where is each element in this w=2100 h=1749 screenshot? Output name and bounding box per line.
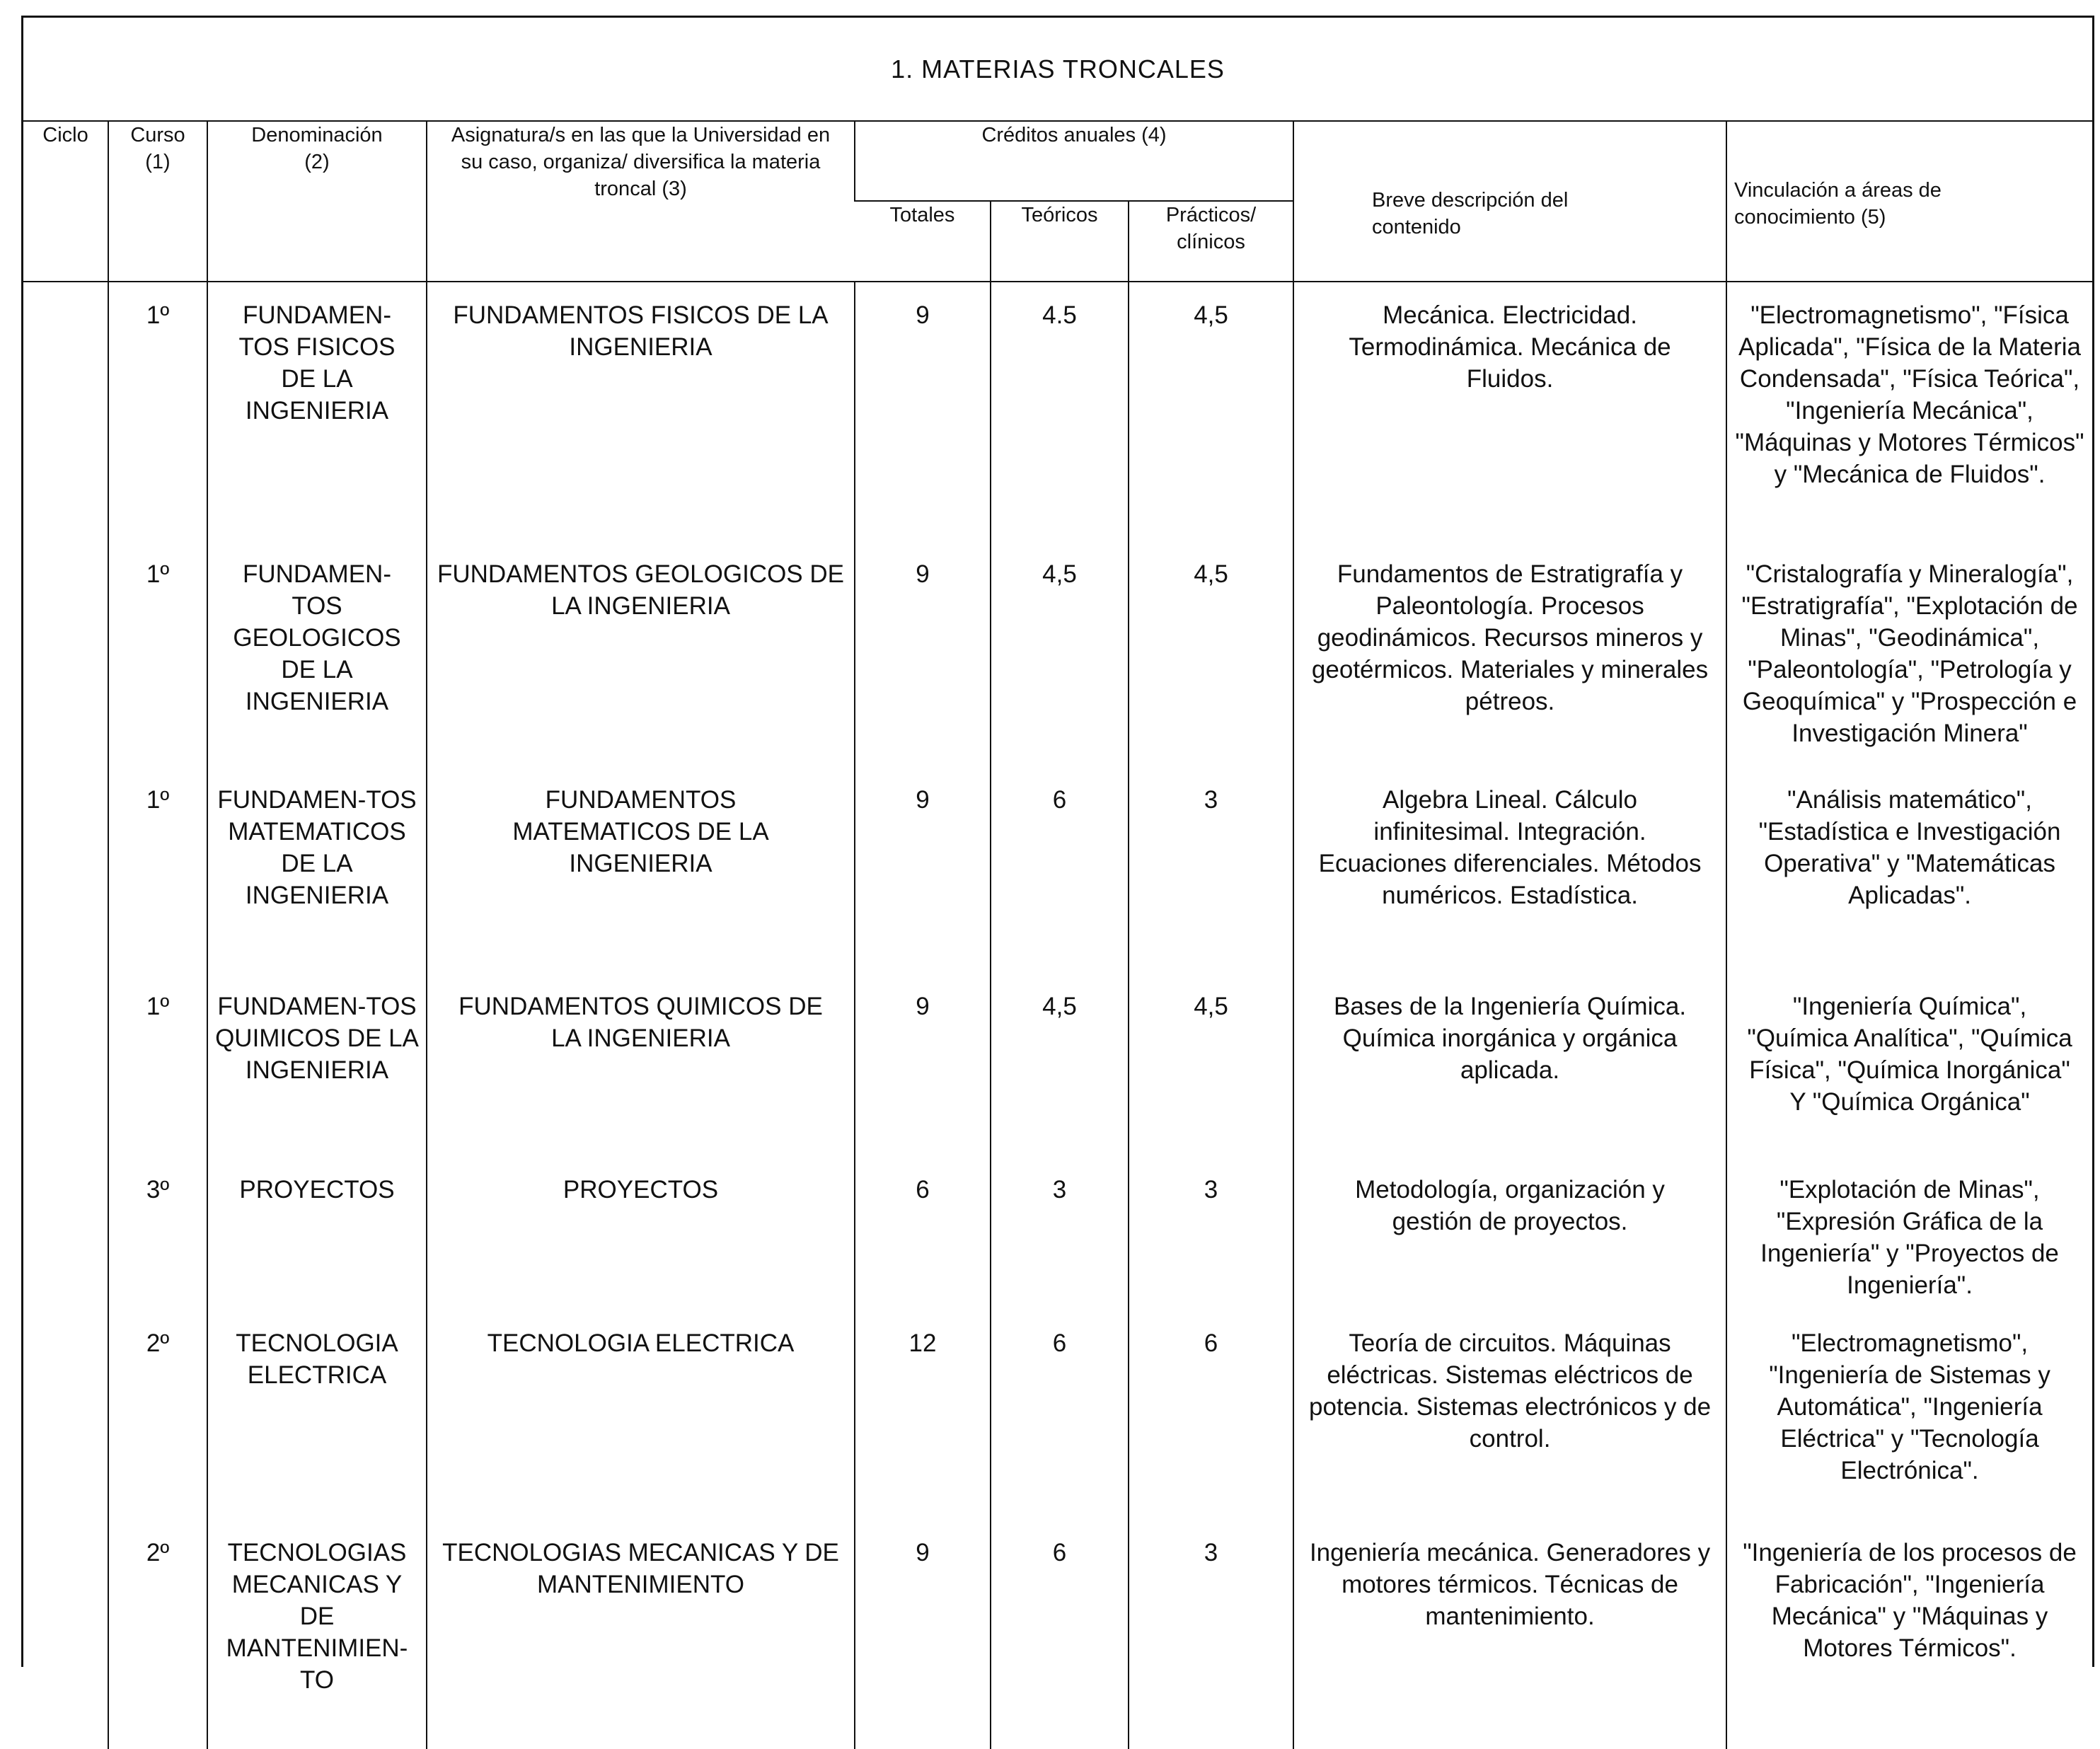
header-curso-label: Curso [130,124,185,146]
table-row [23,767,2092,974]
header-practicos-label: Prácticos/ clínicos [1165,204,1257,253]
cell-teoricos: 4.5 [991,282,1129,541]
header-teoricos [991,201,1129,282]
cell-totales: 9 [855,974,991,1157]
header-creditos-label: Créditos anuales (4) [981,124,1167,146]
header-denominacion-label: Denominación [251,124,383,146]
cell-teoricos: 6 [991,1520,1129,1749]
header-curso [108,122,207,282]
header-ciclo [23,122,108,282]
cell-vinculacion: "Ingeniería de los procesos de Fabricación", "Ingeniería Mecánica" y "Máquinas y Motores Térmicos". [1726,1520,2092,1749]
cell-descripcion: Metodología, organización y gestión de proyectos. [1293,1157,1726,1310]
cell-vinculacion: "Explotación de Minas", "Expresión Gráfica de la Ingeniería" y "Proyectos de Ingeniería". [1726,1157,2092,1310]
cell-denominacion: FUNDAMEN-TOS FISICOS DE LA INGENIERIA [207,282,427,541]
cell-asignatura: FUNDAMENTOS FISICOS DE LA INGENIERIA [427,282,855,541]
cell-ciclo [23,974,108,1157]
section-title [23,18,2092,120]
cell-denominacion: PROYECTOS [207,1157,427,1310]
cell-vinculacion: "Electromagnetismo", "Ingeniería de Sistemas y Automática", "Ingeniería Eléctrica" y "Tecnología Electrónica". [1726,1310,2092,1520]
cell-totales: 9 [855,541,991,767]
cell-vinculacion: "Electromagnetismo", "Física Aplicada", "Física de la Materia Condensada", "Física Teórica", "Ingeniería Mecánica", "Máquinas y Motores Térmicos" y "Mecánica de Fluidos". [1726,282,2092,541]
cell-curso: 2º [108,1310,207,1520]
table-row [23,974,2092,1157]
cell-denominacion: TECNOLOGIAS MECANICAS Y DE MANTENIMIEN-TO [207,1520,427,1749]
cell-denominacion: FUNDAMEN-TOS GEOLOGICOS DE LA INGENIERIA [207,541,427,767]
header-denominacion [207,122,427,282]
cell-ciclo [23,282,108,541]
cell-denominacion: FUNDAMEN-TOS MATEMATICOS DE LA INGENIERIA [207,767,427,974]
cell-denominacion: TECNOLOGIA ELECTRICA [207,1310,427,1520]
cell-descripcion: Fundamentos de Estratigrafía y Paleontología. Procesos geodinámicos. Recursos mineros y geotérmicos. Materiales y minerales pétreos. [1293,541,1726,767]
header-totales [855,201,991,282]
cell-asignatura: FUNDAMENTOS QUIMICOS DE LA INGENIERIA [427,974,855,1157]
cell-curso: 1º [108,767,207,974]
cell-practicos: 4,5 [1129,541,1293,767]
header-totales-label: Totales [889,204,955,226]
cell-curso: 1º [108,974,207,1157]
cell-totales: 9 [855,282,991,541]
cell-asignatura: FUNDAMENTOS MATEMATICOS DE LA INGENIERIA [427,767,855,974]
document-frame [21,16,2094,1694]
cell-descripcion: Bases de la Ingeniería Química. Química inorgánica y orgánica aplicada. [1293,974,1726,1157]
cell-practicos: 3 [1129,1520,1293,1749]
header-ciclo-label: Ciclo [42,124,88,146]
cell-ciclo [23,541,108,767]
cell-asignatura: TECNOLOGIA ELECTRICA [427,1310,855,1520]
cell-asignatura: PROYECTOS [427,1157,855,1310]
cell-vinculacion: "Cristalografía y Mineralogía", "Estratigrafía", "Explotación de Minas", "Geodinámica", "Paleontología", "Petrología y Geoquímica" y "Prospección e Investigación Minera" [1726,541,2092,767]
cell-practicos: 6 [1129,1310,1293,1520]
cell-descripcion: Algebra Lineal. Cálculo infinitesimal. Integración. Ecuaciones diferenciales. Métodos numéricos. Estadística. [1293,767,1726,974]
header-denominacion-note: (2) [304,151,330,173]
header-asignaturas-label: Asignatura/s en las que la Universidad en su caso, organiza/ diversifica la materia troncal (3) [451,124,831,200]
cell-vinculacion: "Ingeniería Química", "Química Analítica", "Química Física", "Química Inorgánica" Y "Química Orgánica" [1726,974,2092,1157]
header-asignaturas [427,122,855,282]
section-title-text: 1. MATERIAS TRONCALES [891,54,1225,83]
cell-curso: 1º [108,541,207,767]
header-vinculacion-label: Vinculación a áreas de conocimiento (5) [1734,179,1942,229]
cell-ciclo [23,1310,108,1520]
cell-teoricos: 4,5 [991,541,1129,767]
header-curso-note: (1) [145,151,171,173]
cell-descripcion: Ingeniería mecánica. Generadores y motores térmicos. Técnicas de mantenimiento. [1293,1520,1726,1749]
cell-teoricos: 3 [991,1157,1129,1310]
table-row [23,541,2092,767]
cell-curso: 2º [108,1520,207,1749]
cell-ciclo [23,1520,108,1749]
cell-totales: 9 [855,767,991,974]
cell-descripcion: Teoría de circuitos. Máquinas eléctricas. Sistemas eléctricos de potencia. Sistemas electrónicos y de control. [1293,1310,1726,1520]
header-practicos [1129,201,1293,282]
header-descripcion-label: Breve descripción del contenido [1372,189,1569,238]
cell-practicos: 3 [1129,1157,1293,1310]
cell-practicos: 4,5 [1129,282,1293,541]
cell-ciclo [23,1157,108,1310]
table-row [23,1310,2092,1520]
cell-teoricos: 6 [991,1310,1129,1520]
header-descripcion [1293,122,1726,282]
table-row [23,1157,2092,1310]
cell-totales: 12 [855,1310,991,1520]
cell-teoricos: 4,5 [991,974,1129,1157]
cell-vinculacion: "Análisis matemático", "Estadística e Investigación Operativa" y "Matemáticas Aplicadas". [1726,767,2092,974]
cell-curso: 1º [108,282,207,541]
cell-denominacion: FUNDAMEN-TOS QUIMICOS DE LA INGENIERIA [207,974,427,1157]
table-row [23,1520,2092,1749]
header-vinculacion [1726,122,2092,282]
header-teoricos-label: Teóricos [1021,204,1098,226]
cell-curso: 3º [108,1157,207,1310]
cell-practicos: 4,5 [1129,974,1293,1157]
cell-ciclo [23,767,108,974]
cell-descripcion: Mecánica. Electricidad. Termodinámica. Mecánica de Fluidos. [1293,282,1726,541]
cell-teoricos: 6 [991,767,1129,974]
header-creditos [855,122,1293,201]
table-row [23,282,2092,541]
cell-asignatura: TECNOLOGIAS MECANICAS Y DE MANTENIMIENTO [427,1520,855,1749]
cell-totales: 6 [855,1157,991,1310]
cell-practicos: 3 [1129,767,1293,974]
materias-table [23,122,2092,1749]
cell-totales: 9 [855,1520,991,1749]
cell-asignatura: FUNDAMENTOS GEOLOGICOS DE LA INGENIERIA [427,541,855,767]
